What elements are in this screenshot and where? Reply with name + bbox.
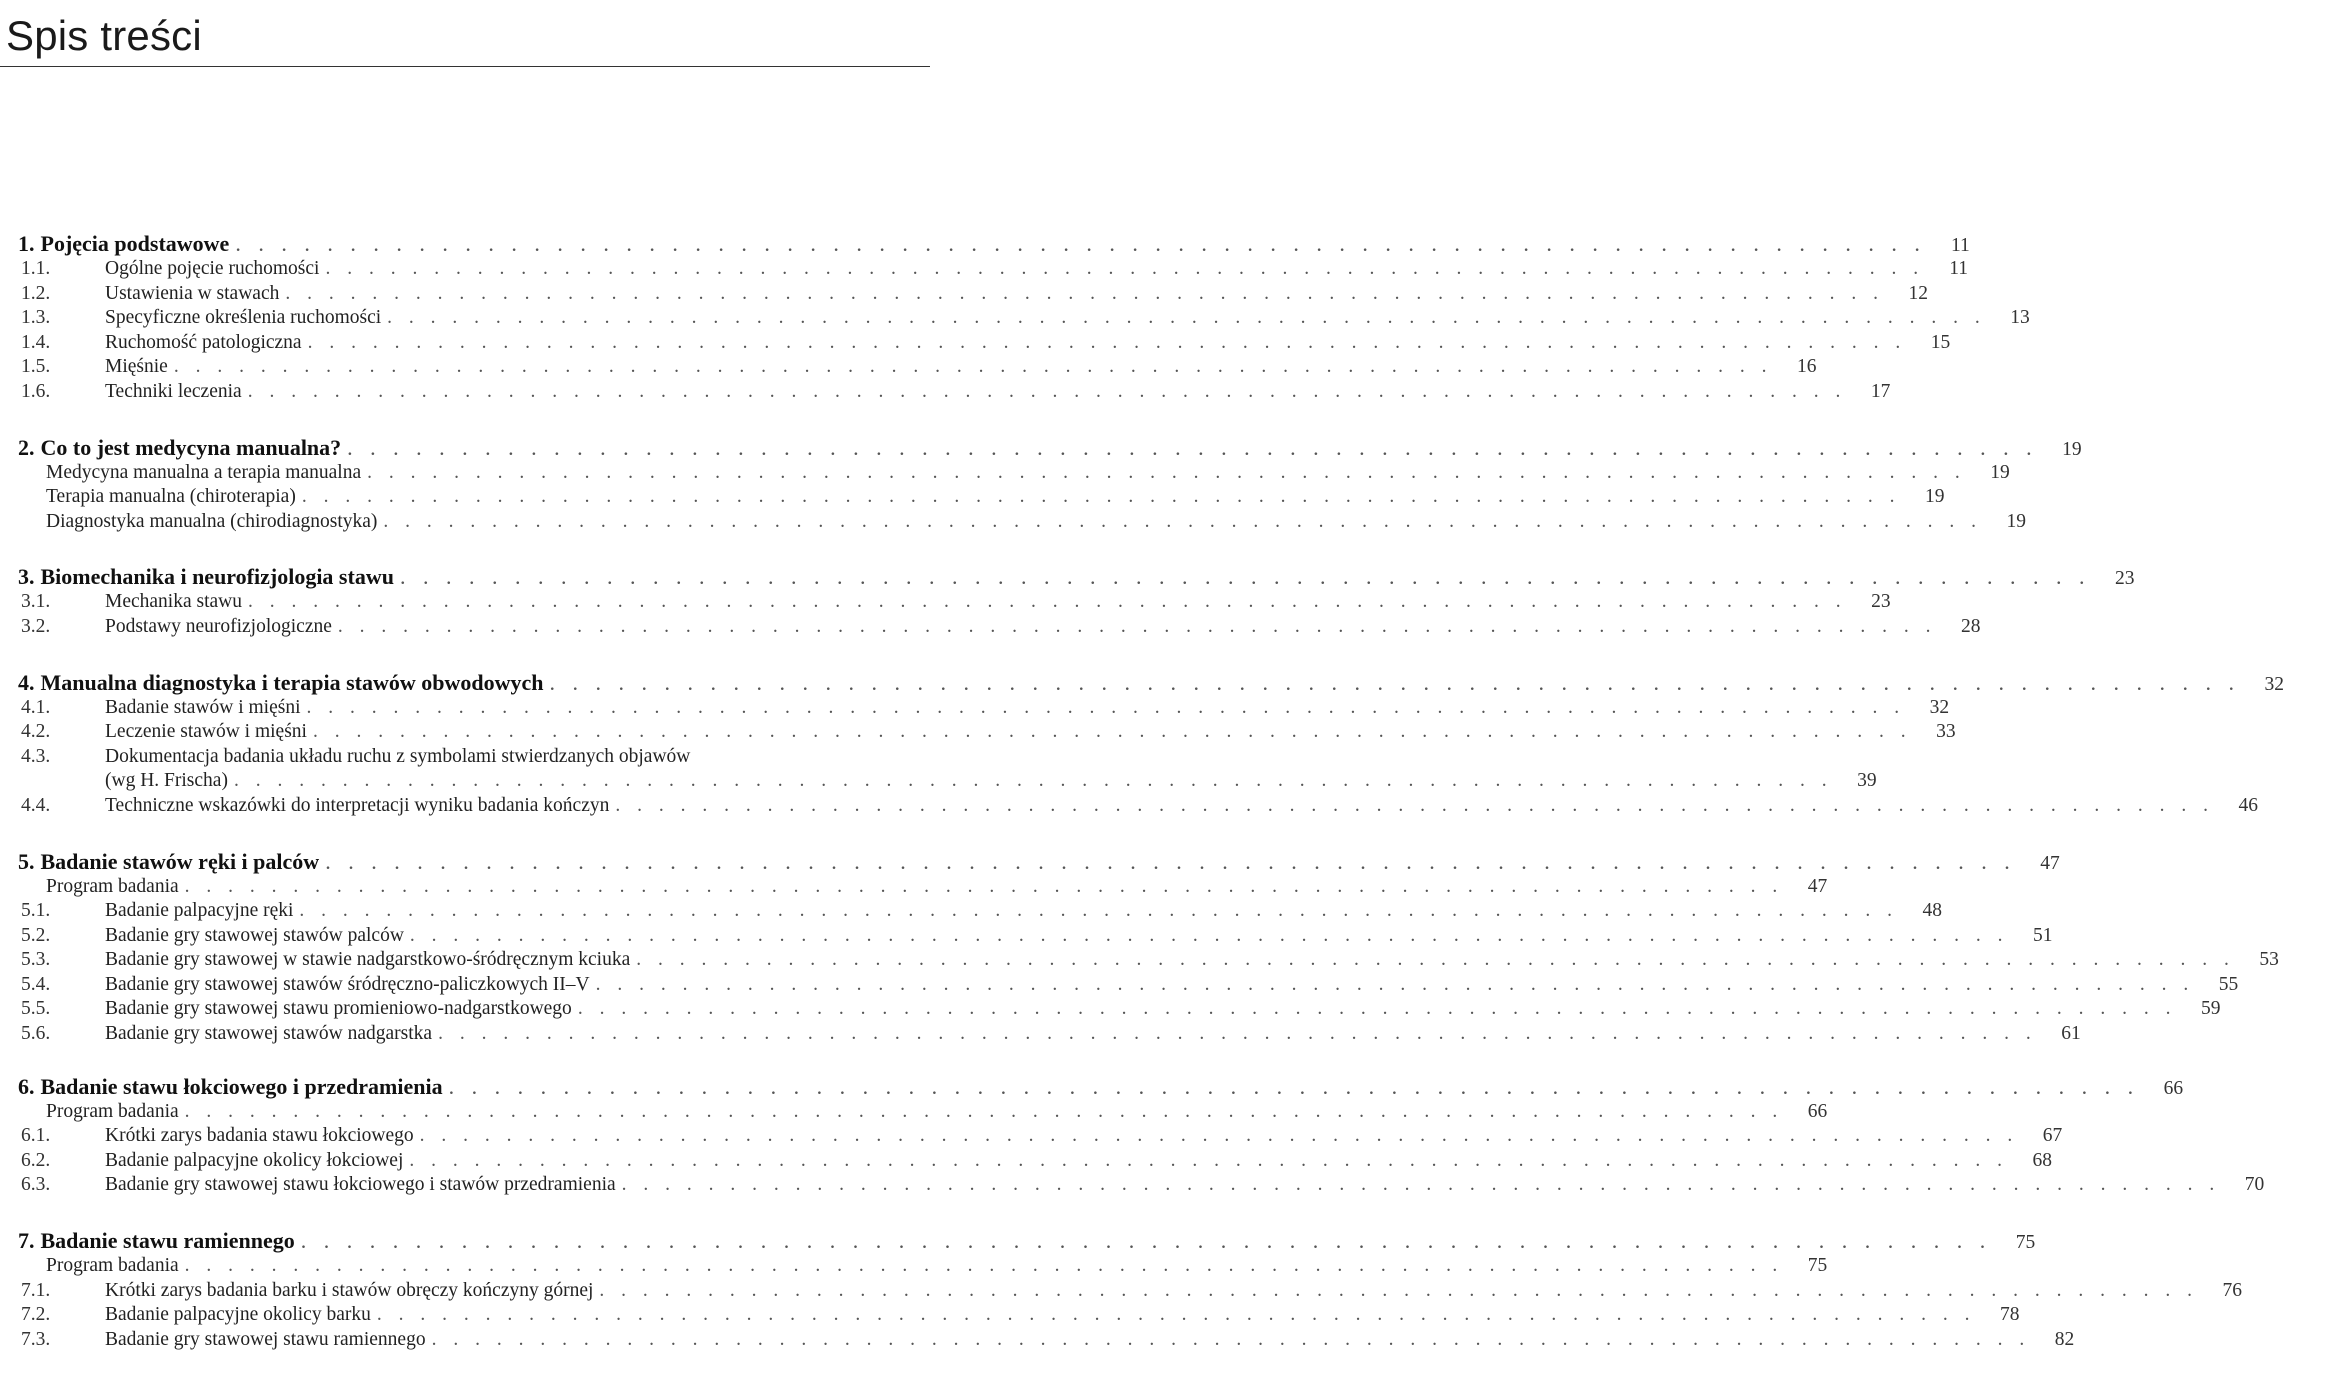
page-number: 39 [1857,770,1877,792]
chapter-heading[interactable] [18,563,2135,590]
page-number: 23 [1871,591,1891,613]
entry-title: Badanie palpacyjne ręki [105,900,294,922]
toc-entry[interactable] [18,1124,2063,1149]
toc-entry[interactable] [18,1254,1828,1279]
chapter-number: 4. [18,669,35,695]
entry-title: Techniki leczenia [105,380,242,402]
page-number: 68 [2032,1149,2052,1171]
chapter-number: 2. [18,434,35,460]
dot-leader [544,669,2241,696]
entry-title: Badanie gry stawowej stawów nadgarstka [105,1023,433,1045]
toc-entry[interactable] [18,331,1951,356]
dot-leader [279,282,1884,307]
entry-number: 7.3. [21,1328,51,1350]
toc-chapter [18,230,2030,405]
page-number: 11 [1949,258,1969,279]
chapter-heading[interactable] [18,434,2082,461]
toc-entry[interactable] [18,485,1945,510]
dot-leader [319,257,1924,282]
page-number: 61 [2061,1023,2081,1045]
page-number: 32 [2264,673,2285,695]
page-number: 53 [2259,949,2279,971]
entry-title: Ruchomość patologiczna [105,331,302,353]
chapter-heading[interactable] [18,1073,2184,1100]
entry-title: Specyficzne określenia ruchomości [105,307,382,329]
entry-title: Ogólne pojęcie ruchomości [105,258,320,279]
toc-entry[interactable] [18,696,1950,721]
entry-title: Ustawienia w stawach [105,282,280,304]
dot-leader [295,1227,1992,1254]
page-number: 47 [1807,875,1828,897]
entry-title: Badanie gry stawowej stawów śródręczno-paliczkowych II–V [105,973,590,995]
entry-title: Badanie gry stawowej stawów palców [105,924,404,946]
dot-leader [394,563,2091,590]
entry-number: 1.5. [21,356,51,378]
page-number: 75 [2015,1232,2036,1254]
toc-chapter [18,434,2082,535]
entry-title: Program badania [46,875,179,897]
toc-chapter [18,1227,2243,1352]
entry-number: 3.1. [21,591,51,613]
toc-chapter [18,563,2135,639]
toc-entry[interactable] [18,745,934,770]
toc-entry[interactable] [18,1149,2052,1174]
page-title: Spis treści [6,12,202,59]
page-number: 32 [1929,696,1950,718]
page-number: 75 [1807,1255,1828,1277]
chapter-number: 6. [18,1073,35,1099]
toc-entry[interactable] [18,794,2258,819]
toc-entry[interactable] [18,973,2239,998]
title-divider [0,66,930,67]
page-number: 17 [1870,380,1891,402]
dot-leader [414,1124,2019,1149]
entry-title-continued: (wg H. Frischa) [105,770,228,792]
entry-title: Badanie gry stawowej stawu promieniowo-nadgarstkowego [105,998,572,1020]
dot-leader [593,1279,2198,1304]
entry-title: Badanie palpacyjne okolicy łokciowej [105,1149,404,1171]
toc-entry[interactable] [18,1303,2020,1328]
dot-leader [179,875,1784,900]
toc-entry[interactable] [18,355,1817,380]
entry-title: Techniczne wskazówki do interpretacji wyniku badania kończyn [105,794,610,816]
entry-title: Mechanika stawu [105,591,242,613]
entry-title: Dokumentacja badania układu ruchu z symbolami stwierdzanych objawów [105,745,691,767]
chapter-title: Manualna diagnostyka i terapia stawów obwodowych [40,669,544,695]
entry-number: 5.4. [21,973,51,995]
toc-entry[interactable] [18,1022,2081,1047]
entry-title: Badanie stawów i mięśni [105,696,301,718]
toc-entry[interactable] [18,1328,2075,1353]
dot-leader [168,355,1773,380]
toc-chapter [18,1073,2265,1198]
page-number: 28 [1961,615,1981,637]
chapter-number: 5. [18,848,35,874]
page-number: 19 [1990,461,2010,483]
entry-number: 3.2. [21,615,51,637]
dot-leader [426,1328,2031,1353]
toc-chapter [18,848,2279,1047]
entry-title: Podstawy neurofizjologiczne [105,615,332,637]
toc-entry[interactable] [18,590,1891,615]
toc-entry[interactable] [18,997,2221,1022]
page-number: 48 [1922,900,1943,922]
dot-leader [572,997,2177,1022]
chapter-heading[interactable] [18,848,2060,875]
dot-leader [229,230,1926,257]
page-number: 19 [2062,438,2082,460]
chapter-heading[interactable] [18,669,2285,696]
toc-entry[interactable] [18,1173,2265,1198]
chapter-number: 1. [18,231,35,256]
entry-number: 4.1. [21,696,51,718]
toc-entry[interactable] [18,510,2027,535]
dot-leader [228,769,1833,794]
page-number: 19 [1924,486,1945,508]
dot-leader [443,1073,2140,1100]
toc-entry[interactable] [18,899,1943,924]
entry-title: Terapia manualna (chiroterapia) [46,486,296,508]
page-number: 55 [2218,973,2239,995]
entry-title: Program badania [46,1255,179,1277]
entry-number: 4.4. [21,794,51,816]
toc-entry-continuation[interactable] [18,769,1877,794]
toc-entry[interactable] [18,875,1828,900]
entry-title: Medycyna manualna a terapia manualna [46,461,362,483]
page-number: 23 [2114,568,2135,590]
page-number: 12 [1908,282,1928,304]
entry-number: 5.3. [21,949,51,971]
entry-number: 1.3. [21,307,51,329]
entry-title: Program badania [46,1100,179,1122]
chapter-heading[interactable] [18,1227,2036,1254]
chapter-title: Pojęcia podstawowe [40,231,230,256]
toc-entry[interactable] [18,306,2030,331]
toc-entry[interactable] [18,720,1956,745]
dot-leader [307,720,1912,745]
toc-entry[interactable] [18,257,1969,282]
chapter-number: 7. [18,1228,35,1254]
dot-leader [293,899,1898,924]
page-number: 47 [2040,852,2060,874]
page-number: 33 [1936,721,1956,743]
chapter-title: Badanie stawu ramiennego [40,1228,295,1254]
entry-number: 6.3. [21,1174,51,1196]
page-number: 15 [1930,331,1951,353]
dot-leader [377,510,1982,535]
chapter-number: 3. [18,564,35,590]
entry-title: Badanie gry stawowej w stawie nadgarstkowo-śródręcznym kciuka [105,949,631,971]
dot-leader [296,485,1901,510]
entry-title: Badanie palpacyjne okolicy barku [105,1304,371,1326]
chapter-heading[interactable] [18,230,1970,257]
page-number: 11 [1951,235,1970,256]
entry-number: 5.1. [21,900,51,922]
page-number: 19 [2006,510,2027,532]
page-number: 46 [2238,794,2258,816]
dot-leader [404,924,2009,949]
entry-number: 5.6. [21,1023,51,1045]
page-number: 67 [2042,1125,2063,1147]
entry-number: 5.5. [21,998,51,1020]
dot-leader [341,434,2038,461]
chapter-title: Co to jest medycyna manualna? [40,434,342,460]
dot-leader [242,590,1847,615]
entry-number: 1.4. [21,331,51,353]
toc-entry[interactable] [18,1279,2243,1304]
toc-entry[interactable] [18,380,1891,405]
entry-title: Krótki zarys badania barku i stawów obręczy kończyny górnej [105,1279,594,1301]
page-number: 70 [2244,1174,2265,1196]
entry-number: 6.2. [21,1149,51,1171]
dot-leader [179,1254,1784,1279]
toc-entry[interactable] [18,461,2010,486]
page-number: 51 [2033,924,2053,946]
dot-leader [609,794,2214,819]
page-number: 13 [2010,307,2030,329]
entry-number: 7.1. [21,1279,51,1301]
entry-number: 7.2. [21,1304,51,1326]
dot-leader [371,1303,1976,1328]
dot-leader [630,948,2235,973]
chapter-title: Badanie stawów ręki i palców [40,848,320,874]
dot-leader [361,461,1966,486]
dot-leader [616,1173,2221,1198]
table-of-contents [18,230,2285,1381]
page-number: 76 [2222,1279,2243,1301]
entry-number: 1.1. [21,258,51,279]
entry-title: Mięśnie [105,356,168,378]
chapter-title: Badanie stawu łokciowego i przedramienia [40,1073,443,1099]
dot-leader [319,848,2016,875]
toc-entry[interactable] [18,1100,1828,1125]
dot-leader [301,696,1906,721]
toc-entry[interactable] [18,615,1981,640]
chapter-title: Biomechanika i neurofizjologia stawu [40,564,394,590]
page-number: 59 [2200,998,2221,1020]
toc-entry[interactable] [18,924,2053,949]
dot-leader [302,331,1907,356]
entry-title: Badanie gry stawowej stawu ramiennego [105,1328,426,1350]
dot-leader [403,1149,2008,1174]
entry-number: 6.1. [21,1125,51,1147]
page-number: 82 [2054,1328,2075,1350]
entry-title: Diagnostyka manualna (chirodiagnostyka) [46,510,378,532]
entry-title: Leczenie stawów i mięśni [105,721,307,743]
page-number: 66 [1807,1100,1828,1122]
entry-title: Krótki zarys badania stawu łokciowego [105,1125,414,1147]
dot-leader [432,1022,2037,1047]
entry-number: 1.2. [21,282,51,304]
entry-number: 4.2. [21,721,51,743]
page-number: 16 [1796,356,1817,378]
dot-leader [242,380,1847,405]
entry-number: 4.3. [21,745,51,767]
toc-chapter [18,669,2285,819]
page-number: 78 [1999,1304,2020,1326]
toc-entry[interactable] [18,282,1928,307]
entry-number: 5.2. [21,924,51,946]
dot-leader [179,1100,1784,1125]
dot-leader [590,973,2195,998]
dot-leader [381,306,1986,331]
page-number: 66 [2163,1077,2184,1099]
toc-entry[interactable] [18,948,2279,973]
entry-title: Badanie gry stawowej stawu łokciowego i stawów przedramienia [105,1174,616,1196]
entry-number: 1.6. [21,380,51,402]
dot-leader [332,615,1937,640]
